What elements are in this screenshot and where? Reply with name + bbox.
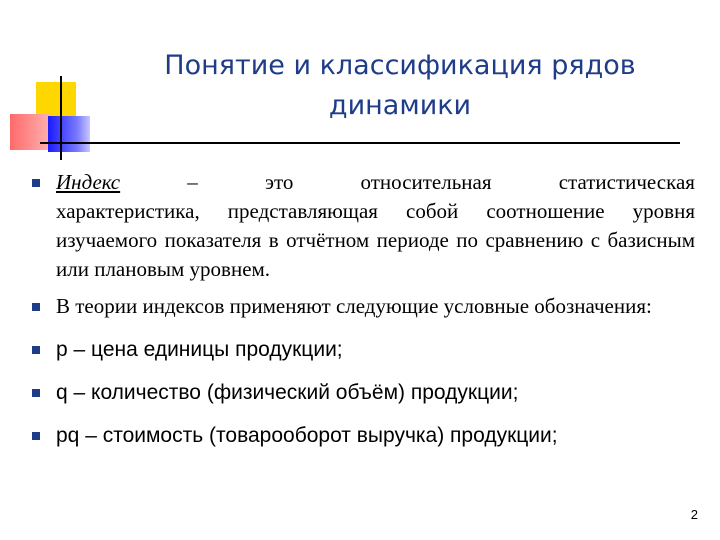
- bullet-icon: [32, 432, 40, 440]
- title-line-2: динамики: [328, 90, 472, 121]
- list-item-price: [30, 335, 695, 364]
- cost-text: pq – стоимость (товарооборот выручка) продукции;: [56, 424, 558, 447]
- definition-text: характеристика, представляющая собой соотношение уровня изучаемого показателя в отчётном периоде по сравнению с базисным или плановым уровнем.: [56, 199, 695, 281]
- definition-word: относительная: [360, 170, 492, 194]
- title-underline: [40, 142, 680, 144]
- definition-word: это: [264, 170, 294, 194]
- list-item-cost: [30, 421, 695, 450]
- bullet-icon: [32, 346, 40, 354]
- list-item-quantity: [30, 378, 695, 407]
- price-text: р – цена единицы продукции;: [56, 338, 343, 361]
- definition-first-line: [56, 168, 695, 197]
- page-number: 2: [690, 507, 698, 522]
- logo-blue-square: [48, 116, 90, 152]
- list-item-notation-intro: [30, 292, 695, 321]
- definition-word: статистическая: [558, 170, 695, 194]
- definition-word: –: [187, 170, 198, 194]
- logo-red-square: [10, 114, 50, 150]
- logo-vertical-line: [60, 76, 62, 160]
- slide-title: [100, 46, 700, 126]
- bullet-icon: [32, 303, 40, 311]
- bullet-list: [30, 168, 695, 450]
- quantity-text: q – количество (физический объём) продукции;: [56, 381, 519, 404]
- term-index: Индекс: [56, 170, 121, 194]
- bullet-icon: [32, 179, 40, 187]
- list-item-index-definition: [30, 168, 695, 284]
- bullet-icon: [32, 389, 40, 397]
- title-line-1: Понятие и классификация рядов: [164, 50, 636, 81]
- notation-intro-text: В теории индексов применяют следующие условные обозначения:: [56, 294, 652, 318]
